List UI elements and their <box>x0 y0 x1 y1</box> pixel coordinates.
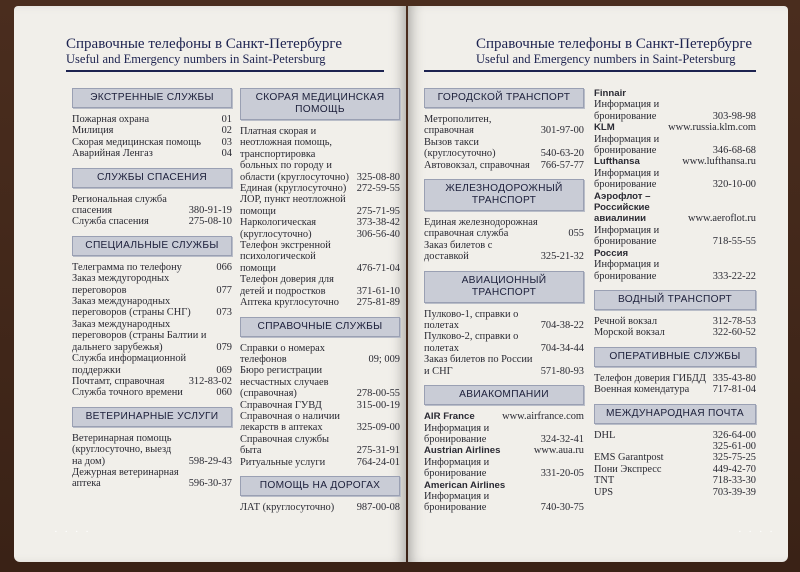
directory-entry <box>240 274 400 297</box>
entry-name: Телефон доверия для детей и подростков <box>240 274 334 297</box>
directory-section <box>594 404 756 506</box>
section-spacer <box>240 513 400 521</box>
entry-phone: 766-57-77 <box>540 159 584 171</box>
section-spacer <box>424 263 584 271</box>
section-spacer <box>424 377 584 385</box>
entry-name: Lufthansa <box>594 156 640 168</box>
right-page-header <box>476 36 752 67</box>
entry-phone: 272-59-55 <box>356 183 400 195</box>
entry-name: Россия <box>594 247 629 259</box>
directory-entry <box>240 343 400 366</box>
entry-phone: 325-08-80 <box>356 171 400 183</box>
entry-name: Почтамт, справочная <box>72 375 165 387</box>
entry-name: Ритуальные услуги <box>240 456 326 468</box>
left-page <box>14 6 406 562</box>
entry-name: AIR France <box>424 411 475 423</box>
entry-phone: 476-71-04 <box>356 262 400 274</box>
directory-entry <box>72 387 232 398</box>
directory-section <box>594 347 756 404</box>
entry-name: Пони Экспресс <box>594 463 662 475</box>
directory-entry <box>424 240 584 263</box>
directory-entry <box>594 259 756 282</box>
directory-entry <box>594 464 756 475</box>
directory-entry <box>424 160 584 171</box>
entry-name: Бюро регистрации несчастных случаев (справочная) <box>240 365 329 400</box>
entry-phone: 275-08-10 <box>188 216 232 228</box>
entry-phone: 306-56-40 <box>356 228 400 240</box>
section-spacer <box>594 339 756 347</box>
entry-phone: 066 <box>216 261 232 273</box>
directory-entry <box>72 319 232 353</box>
section-spacer <box>240 309 400 317</box>
entry-phone: 325-09-00 <box>356 422 400 434</box>
entry-name: Справочная службы быта <box>240 433 329 457</box>
entry-phone: www.aua.ru <box>533 445 584 457</box>
section-heading: СЛУЖБЫ СПАСЕНИЯ <box>72 168 232 188</box>
entry-phone: 371-61-10 <box>356 285 400 297</box>
entry-phone: 740-30-75 <box>540 502 584 514</box>
entry-phone: 987-00-08 <box>356 501 400 513</box>
entry-phone: 055 <box>568 228 584 240</box>
entry-name: Телеграмма по телефону <box>72 261 182 273</box>
left-header-rule <box>66 70 384 72</box>
directory-entry <box>594 487 756 498</box>
entry-name: Заказ международных переговоров (страны Балтии и дальнего зарубежья) <box>72 318 207 353</box>
directory-entry <box>240 502 400 513</box>
directory-entry <box>72 216 232 227</box>
entry-phone: 598-29-43 <box>188 455 232 467</box>
entry-name: Аптека круглосуточно <box>240 297 339 309</box>
directory-entry <box>72 137 232 148</box>
entry-phone: 704-38-22 <box>540 320 584 332</box>
directory-entry <box>594 248 756 259</box>
entry-name: Региональная служба спасения <box>72 193 167 217</box>
directory-entry <box>594 225 756 248</box>
section-spacer <box>72 490 232 498</box>
entry-phone: 01 <box>221 114 232 125</box>
directory-entry <box>424 457 584 480</box>
entry-phone: 703-39-39 <box>712 486 756 498</box>
entry-phone: 704-34-44 <box>540 342 584 354</box>
directory-section <box>424 271 584 385</box>
entry-phone: 02 <box>221 125 232 137</box>
entry-phone: 04 <box>221 148 232 160</box>
section-heading: АВИАКОМПАНИИ <box>424 385 584 405</box>
section-heading: ЖЕЛЕЗНОДОРОЖНЫЙ ТРАНСПОРТ <box>424 179 584 211</box>
directory-entry <box>240 411 400 434</box>
section-spacer <box>72 160 232 168</box>
entry-phone: 069 <box>216 364 232 376</box>
entry-phone: 303-98-98 <box>712 110 756 122</box>
entry-phone: 073 <box>216 307 232 319</box>
entry-name: Информация и бронирование <box>594 133 660 157</box>
directory-entry <box>594 441 756 452</box>
directory-entry <box>594 122 756 133</box>
section-heading: ПОМОЩЬ НА ДОРОГАХ <box>240 476 400 496</box>
entry-name: Телефон экстренной психологической помощи <box>240 240 331 274</box>
directory-section <box>240 88 400 317</box>
entry-name: Справочная о наличии лекарств в аптеках <box>240 410 340 434</box>
page-corner-dots: · · · · <box>738 526 775 538</box>
page-corner-dots: · · · · <box>54 526 91 538</box>
section-spacer <box>594 498 756 506</box>
section-spacer <box>424 171 584 179</box>
entry-name: Заказ билетов по России и СНГ <box>424 354 533 377</box>
entry-phone: 325-21-32 <box>540 251 584 263</box>
directory-entry <box>240 183 400 194</box>
directory-entry <box>240 217 400 228</box>
entry-name: KLM <box>594 122 615 134</box>
directory-entry <box>72 194 232 217</box>
directory-entry <box>240 126 400 183</box>
entry-name: Военная комендатура <box>594 384 690 396</box>
directory-entry <box>424 445 584 456</box>
right-column-2 <box>594 88 756 506</box>
entry-name: Автовокзал, справочная <box>424 159 530 171</box>
left-page-subtitle: Useful and Emergency numbers in Saint-Petersburg <box>66 52 326 66</box>
directory-section <box>72 236 232 407</box>
entry-phone: 278-00-55 <box>356 388 400 400</box>
entry-name: Информация и бронирование <box>424 490 490 514</box>
directory-section <box>424 179 584 271</box>
directory-section <box>594 88 756 290</box>
entry-phone: 718-55-55 <box>712 236 756 248</box>
section-heading: АВИАЦИОННЫЙ ТРАНСПОРТ <box>424 271 584 303</box>
entry-name: Заказ междугородных переговоров <box>72 273 170 296</box>
directory-entry <box>240 457 400 468</box>
directory-entry <box>72 148 232 159</box>
directory-entry <box>240 434 400 457</box>
entry-name: Служба спасения <box>72 216 149 228</box>
entry-name: Информация и бронирование <box>594 224 660 248</box>
section-spacer <box>240 468 400 476</box>
right-header-rule <box>424 70 756 72</box>
directory-entry <box>594 430 756 441</box>
directory-entry <box>424 309 584 332</box>
directory-entry <box>424 480 584 491</box>
entry-phone: 09; 009 <box>368 353 400 365</box>
section-heading: ВЕТЕРИНАРНЫЕ УСЛУГИ <box>72 407 232 427</box>
entry-name: Справочная ГУВД <box>240 399 322 411</box>
directory-entry <box>424 354 584 377</box>
entry-name: Информация и бронирование <box>594 259 660 282</box>
entry-name: Единая (круглосуточно) <box>240 183 347 195</box>
section-heading: СПРАВОЧНЫЕ СЛУЖБЫ <box>240 317 400 337</box>
directory-entry <box>594 327 756 338</box>
entry-phone: 449-42-70 <box>712 463 756 475</box>
section-heading: СКОРАЯ МЕДИЦИНСКАЯ ПОМОЩЬ <box>240 88 400 120</box>
entry-name: Austrian Airlines <box>424 445 501 457</box>
directory-entry <box>240 229 400 240</box>
entry-name: UPS <box>594 486 614 498</box>
section-spacer <box>594 396 756 404</box>
entry-phone: 324-32-41 <box>540 433 584 445</box>
entry-phone: 380-91-19 <box>188 205 232 217</box>
entry-phone: 333-22-22 <box>712 270 756 282</box>
entry-phone: 764-24-01 <box>356 456 400 468</box>
entry-phone: 596-30-37 <box>188 478 232 490</box>
section-heading: ОПЕРАТИВНЫЕ СЛУЖБЫ <box>594 347 756 367</box>
entry-name: Дежурная ветеринарная аптека <box>72 466 179 490</box>
left-page-header <box>66 36 342 67</box>
directory-entry <box>72 296 232 319</box>
entry-name: (круглосуточно) <box>240 228 312 240</box>
entry-phone: 312-83-02 <box>188 375 232 387</box>
directory-entry <box>240 240 400 274</box>
directory-entry <box>240 400 400 411</box>
directory-entry <box>424 114 584 137</box>
directory-entry <box>240 297 400 308</box>
entry-name: Пулково-1, справки о полетах <box>424 308 519 332</box>
entry-name: Ветеринарная помощь (круглосуточно, выезд на дом) <box>72 432 172 467</box>
directory-section <box>424 385 584 522</box>
entry-name: Информация и бронирование <box>594 99 660 122</box>
entry-name: ЛАТ (круглосуточно) <box>240 501 335 513</box>
entry-phone: 079 <box>216 341 232 353</box>
directory-entry <box>72 433 232 467</box>
entry-phone: 312-78-53 <box>712 315 756 327</box>
entry-phone: www.lufthansa.ru <box>682 156 756 168</box>
entry-name: Finnair <box>594 88 626 99</box>
section-heading: ЭКСТРЕННЫЕ СЛУЖБЫ <box>72 88 232 108</box>
section-heading: ВОДНЫЙ ТРАНСПОРТ <box>594 290 756 310</box>
directory-entry <box>594 99 756 122</box>
directory-entry <box>594 156 756 167</box>
entry-phone: 301-97-00 <box>540 125 584 137</box>
directory-entry <box>72 376 232 387</box>
entry-phone: 540-63-20 <box>540 148 584 160</box>
entry-name: Наркологическая <box>240 217 317 229</box>
entry-phone: 315-00-19 <box>356 399 400 411</box>
entry-name: American Airlines <box>424 479 506 491</box>
directory-section <box>594 290 756 347</box>
directory-entry <box>424 491 584 514</box>
directory-entry <box>594 384 756 395</box>
directory-section <box>240 476 400 521</box>
entry-phone: 320-10-00 <box>712 179 756 191</box>
directory-entry <box>594 191 756 225</box>
entry-name: Единая железнодорожная справочная служба <box>424 217 538 240</box>
entry-name: Вызов такси (круглосуточно) <box>424 136 496 160</box>
entry-phone: 275-31-91 <box>356 445 400 457</box>
section-spacer <box>594 282 756 290</box>
entry-phone: 060 <box>216 387 232 399</box>
entry-name: DHL <box>594 429 616 441</box>
entry-name: Информация и бронирование <box>594 167 660 191</box>
entry-name: Морской вокзал <box>594 327 665 339</box>
entry-name: Информация и бронирование <box>424 456 490 480</box>
entry-name: Метрополитен, справочная <box>424 114 492 137</box>
entry-name: Справки о номерах телефонов <box>240 342 325 365</box>
directory-entry <box>72 273 232 296</box>
entry-phone: 322-60-52 <box>712 327 756 339</box>
directory-section <box>72 168 232 236</box>
right-page-title: Справочные телефоны в Санкт-Петербурге <box>476 36 752 52</box>
directory-entry <box>424 137 584 160</box>
directory-entry <box>72 125 232 136</box>
entry-phone: 717-81-04 <box>712 384 756 396</box>
entry-phone: 571-80-93 <box>540 365 584 377</box>
directory-entry <box>72 262 232 273</box>
directory-entry <box>594 168 756 191</box>
directory-entry <box>72 467 232 490</box>
entry-name: Аварийная Ленгаз <box>72 148 153 160</box>
entry-name: ЛОР, пункт неотложной помощи <box>240 194 346 217</box>
entry-phone: www.airfrance.com <box>502 411 584 423</box>
entry-name: Служба точного времени <box>72 387 183 399</box>
right-page-subtitle: Useful and Emergency numbers in Saint-Petersburg <box>476 52 736 66</box>
entry-name: Телефон доверия ГИБДД <box>594 372 706 384</box>
directory-entry <box>594 316 756 327</box>
entry-name: Пожарная охрана <box>72 114 150 125</box>
entry-name: Служба информационной поддержки <box>72 353 187 376</box>
entry-phone: 326-64-00 <box>712 429 756 441</box>
entry-phone: 373-38-42 <box>356 217 400 229</box>
entry-name: TNT <box>594 475 615 487</box>
directory-entry <box>424 411 584 422</box>
directory-entry <box>594 134 756 157</box>
directory-section <box>72 88 232 168</box>
entry-phone: 346-68-68 <box>712 145 756 157</box>
entry-phone: 077 <box>216 284 232 296</box>
right-column-1 <box>424 88 584 522</box>
directory-entry <box>240 194 400 217</box>
directory-section <box>424 88 584 179</box>
left-page-title: Справочные телефоны в Санкт-Петербурге <box>66 36 342 52</box>
section-spacer <box>72 399 232 407</box>
section-spacer <box>424 514 584 522</box>
directory-entry <box>594 452 756 463</box>
section-heading: СПЕЦИАЛЬНЫЕ СЛУЖБЫ <box>72 236 232 256</box>
directory-entry <box>594 88 756 99</box>
entry-phone: 325-61-00 <box>712 440 756 452</box>
entry-phone: www.russia.klm.com <box>668 122 756 134</box>
entry-name: Скорая медицинская помощь <box>72 136 201 148</box>
directory-entry <box>424 217 584 240</box>
entry-phone: 275-81-89 <box>356 297 400 309</box>
directory-section <box>240 317 400 476</box>
right-page <box>408 6 788 562</box>
entry-phone: 03 <box>221 136 232 148</box>
directory-entry <box>594 475 756 486</box>
entry-name: Платная скорая и неотложная помощь, транспортировка больных по городу и области (круглосуточно) <box>240 126 349 183</box>
entry-phone: 335-43-80 <box>712 372 756 384</box>
section-spacer <box>72 228 232 236</box>
entry-name: Аэрофлот – Российские авиалинии <box>594 190 651 225</box>
entry-name: EMS Garantpost <box>594 452 664 464</box>
directory-entry <box>424 331 584 354</box>
section-heading: МЕЖДУНАРОДНАЯ ПОЧТА <box>594 404 756 424</box>
entry-phone: 718-33-30 <box>712 475 756 487</box>
entry-name: Милиция <box>72 125 114 137</box>
directory-entry <box>240 365 400 399</box>
section-heading: ГОРОДСКОЙ ТРАНСПОРТ <box>424 88 584 108</box>
entry-name: Заказ билетов с доставкой <box>424 239 493 263</box>
entry-phone: 331-20-05 <box>540 468 584 480</box>
entry-phone: 275-71-95 <box>356 205 400 217</box>
directory-entry <box>594 373 756 384</box>
directory-section <box>72 407 232 498</box>
directory-entry <box>72 353 232 376</box>
directory-entry <box>424 423 584 446</box>
entry-name: Пулково-2, справки о полетах <box>424 331 519 354</box>
entry-name: Речной вокзал <box>594 315 658 327</box>
left-column-1 <box>72 88 232 498</box>
entry-name: Заказ международных переговоров (страны СНГ) <box>72 296 191 319</box>
entry-phone: www.aeroflot.ru <box>688 213 756 225</box>
entry-phone: 325-75-25 <box>712 452 756 464</box>
left-column-2 <box>240 88 400 521</box>
directory-entry <box>72 114 232 125</box>
entry-name: Информация и бронирование <box>424 422 490 445</box>
